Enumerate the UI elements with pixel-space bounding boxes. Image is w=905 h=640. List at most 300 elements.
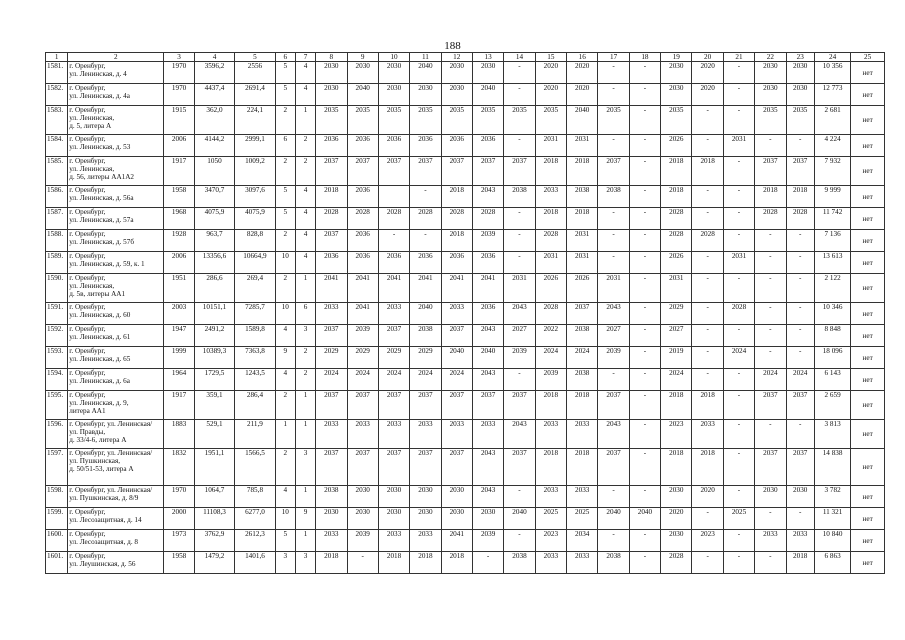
value-cell: 10389,3 xyxy=(194,347,234,369)
value-cell: 2031 xyxy=(723,135,754,157)
value-cell: 2029 xyxy=(378,347,409,369)
value-cell: 529,1 xyxy=(194,420,234,449)
status-cell: нет xyxy=(851,135,885,157)
value-cell: 1009,2 xyxy=(235,157,275,186)
value-cell: 2031 xyxy=(598,274,629,303)
value-cell: 2028 xyxy=(661,208,692,230)
value-cell: 2035 xyxy=(441,106,472,135)
value-cell: 9 xyxy=(275,347,295,369)
column-number-header: 7 xyxy=(295,53,315,62)
address-line: ул. Ленинская, д. 56а xyxy=(69,194,134,202)
status-cell: нет xyxy=(851,157,885,186)
row-number-cell: 1592. xyxy=(46,325,68,347)
value-cell: 2028 xyxy=(472,208,503,230)
value-cell: 1 xyxy=(295,420,315,449)
value-cell: - xyxy=(755,135,786,157)
value-cell: 2031 xyxy=(567,230,598,252)
value-cell: 785,8 xyxy=(235,486,275,508)
value-cell: - xyxy=(723,84,754,106)
value-cell: - xyxy=(598,62,629,84)
value-cell: - xyxy=(786,303,814,325)
row-number-cell: 1590. xyxy=(46,274,68,303)
value-cell: 3 813 xyxy=(814,420,850,449)
value-cell: 2028 xyxy=(755,208,786,230)
address-line: г. Оренбург, xyxy=(69,186,106,194)
value-cell: 2024 xyxy=(661,369,692,391)
value-cell: 2030 xyxy=(410,84,441,106)
value-cell: 2041 xyxy=(410,274,441,303)
value-cell: 2037 xyxy=(441,449,472,486)
value-cell: 4 xyxy=(275,325,295,347)
address-cell xyxy=(68,135,164,157)
value-cell: 2018 xyxy=(535,391,566,420)
status-cell: нет xyxy=(851,84,885,106)
value-cell: 2037 xyxy=(755,157,786,186)
value-cell: 1 xyxy=(295,106,315,135)
column-number-header: 25 xyxy=(851,53,885,62)
value-cell: 2037 xyxy=(441,157,472,186)
value-cell: 1917 xyxy=(164,391,194,420)
address-cell xyxy=(68,208,164,230)
value-cell: 11 321 xyxy=(814,508,850,530)
row-number-cell: 1591. xyxy=(46,303,68,325)
column-number-header: 2 xyxy=(68,53,164,62)
address-cell xyxy=(68,347,164,369)
value-cell: - xyxy=(755,274,786,303)
value-cell: 1050 xyxy=(194,157,234,186)
value-cell: 2018 xyxy=(535,157,566,186)
row-number-cell: 1601. xyxy=(46,552,68,574)
value-cell: 6 xyxy=(295,303,315,325)
value-cell: 2029 xyxy=(316,347,347,369)
address-line: ул. Ленинская, д. 9, xyxy=(69,399,129,407)
value-cell: 2030 xyxy=(410,486,441,508)
value-cell: 2040 xyxy=(410,303,441,325)
value-cell: 1999 xyxy=(164,347,194,369)
value-cell: 1951 xyxy=(164,274,194,303)
value-cell: 1970 xyxy=(164,62,194,84)
value-cell: - xyxy=(755,303,786,325)
address-line: ул. Правды, xyxy=(69,428,106,436)
address-line: г. Оренбург, xyxy=(69,157,106,165)
value-cell: 9 xyxy=(295,508,315,530)
value-cell: - xyxy=(629,369,660,391)
table-row xyxy=(46,530,885,552)
value-cell: - xyxy=(755,230,786,252)
value-cell: 2018 xyxy=(786,552,814,574)
address-cell xyxy=(68,274,164,303)
value-cell: 2018 xyxy=(316,186,347,208)
address-line: г. Оренбург, xyxy=(69,62,106,70)
value-cell: 2024 xyxy=(441,369,472,391)
value-cell: 2033 xyxy=(535,420,566,449)
status-cell: нет xyxy=(851,325,885,347)
address-cell xyxy=(68,230,164,252)
address-cell xyxy=(68,84,164,106)
table-row xyxy=(46,230,885,252)
value-cell: 1958 xyxy=(164,552,194,574)
value-cell: - xyxy=(629,325,660,347)
value-cell: 2035 xyxy=(378,106,409,135)
value-cell: 2018 xyxy=(535,208,566,230)
address-line: ул. Пушкинская, д. 8/9 xyxy=(69,494,139,502)
value-cell: 2028 xyxy=(535,230,566,252)
value-cell: 5 xyxy=(275,530,295,552)
value-cell: 1970 xyxy=(164,486,194,508)
value-cell: 2037 xyxy=(441,325,472,347)
value-cell: - xyxy=(692,303,723,325)
value-cell: 2 xyxy=(295,369,315,391)
value-cell: 2037 xyxy=(598,391,629,420)
value-cell: 1883 xyxy=(164,420,194,449)
value-cell: 13356,6 xyxy=(194,252,234,274)
address-line: г. Оренбург, xyxy=(69,252,106,260)
column-number-header: 1 xyxy=(46,53,68,62)
column-number-header: 20 xyxy=(692,53,723,62)
column-number-header: 16 xyxy=(567,53,598,62)
value-cell: - xyxy=(504,530,535,552)
value-cell: - xyxy=(598,530,629,552)
address-line: ул. Ленинская, д. 57б xyxy=(69,238,135,246)
address-line: г. Оренбург, xyxy=(69,303,106,311)
value-cell: - xyxy=(629,186,660,208)
value-cell: 2028 xyxy=(692,230,723,252)
value-cell: 2025 xyxy=(567,508,598,530)
value-cell: 2024 xyxy=(786,369,814,391)
value-cell: 2041 xyxy=(316,274,347,303)
value-cell: 2003 xyxy=(164,303,194,325)
address-cell xyxy=(68,530,164,552)
value-cell: - xyxy=(598,208,629,230)
value-cell: 2038 xyxy=(504,186,535,208)
value-cell: 1729,5 xyxy=(194,369,234,391)
value-cell: 2028 xyxy=(723,303,754,325)
value-cell: 3596,2 xyxy=(194,62,234,84)
value-cell: - xyxy=(504,208,535,230)
value-cell: - xyxy=(629,552,660,574)
value-cell: 2037 xyxy=(378,391,409,420)
value-cell: 3470,7 xyxy=(194,186,234,208)
value-cell: 2037 xyxy=(567,303,598,325)
value-cell: 2035 xyxy=(504,106,535,135)
value-cell: 2023 xyxy=(535,530,566,552)
value-cell: 211,9 xyxy=(235,420,275,449)
value-cell: - xyxy=(504,230,535,252)
value-cell: 1832 xyxy=(164,449,194,486)
value-cell: 2691,4 xyxy=(235,84,275,106)
address-line: д. 50/51-53, литера А xyxy=(69,465,134,473)
value-cell: 2037 xyxy=(504,449,535,486)
value-cell: 2030 xyxy=(786,486,814,508)
value-cell: 2036 xyxy=(472,303,503,325)
value-cell: 2000 xyxy=(164,508,194,530)
value-cell: 2025 xyxy=(535,508,566,530)
value-cell xyxy=(378,186,409,208)
value-cell: - xyxy=(598,84,629,106)
value-cell: 2037 xyxy=(441,391,472,420)
value-cell: 2024 xyxy=(378,369,409,391)
row-number-cell: 1598. xyxy=(46,486,68,508)
value-cell: 2036 xyxy=(441,252,472,274)
value-cell: 2033 xyxy=(316,420,347,449)
value-cell: 2030 xyxy=(441,62,472,84)
value-cell: 2036 xyxy=(378,252,409,274)
value-cell: - xyxy=(629,420,660,449)
value-cell: 2006 xyxy=(164,135,194,157)
value-cell: 224,1 xyxy=(235,106,275,135)
value-cell: 2020 xyxy=(692,486,723,508)
table-row xyxy=(46,347,885,369)
value-cell: - xyxy=(723,369,754,391)
value-cell: 6 863 xyxy=(814,552,850,574)
value-cell: 2025 xyxy=(723,508,754,530)
value-cell: 2036 xyxy=(472,252,503,274)
value-cell: - xyxy=(598,230,629,252)
address-line: ул. Ленинская, д. 4 xyxy=(69,70,127,78)
value-cell: 2030 xyxy=(661,84,692,106)
value-cell: 2038 xyxy=(567,369,598,391)
value-cell: 1 xyxy=(275,420,295,449)
value-cell: 2024 xyxy=(535,347,566,369)
value-cell: 7 136 xyxy=(814,230,850,252)
status-cell: нет xyxy=(851,449,885,486)
value-cell: 2038 xyxy=(598,552,629,574)
value-cell: 2038 xyxy=(316,486,347,508)
value-cell: - xyxy=(629,391,660,420)
value-cell: 2043 xyxy=(504,420,535,449)
value-cell: 2018 xyxy=(567,391,598,420)
value-cell: 2027 xyxy=(504,325,535,347)
value-cell: - xyxy=(504,62,535,84)
value-cell: - xyxy=(598,135,629,157)
value-cell: 2020 xyxy=(567,62,598,84)
value-cell: - xyxy=(692,325,723,347)
value-cell: 2033 xyxy=(410,530,441,552)
value-cell: 2018 xyxy=(755,186,786,208)
value-cell: 12 773 xyxy=(814,84,850,106)
address-line: литера АА1 xyxy=(69,407,106,415)
value-cell: 2043 xyxy=(472,325,503,347)
value-cell: 1928 xyxy=(164,230,194,252)
value-cell: - xyxy=(786,508,814,530)
column-number-header: 9 xyxy=(347,53,378,62)
value-cell: 2036 xyxy=(316,252,347,274)
value-cell: - xyxy=(755,552,786,574)
value-cell: 2033 xyxy=(378,420,409,449)
value-cell: 3 782 xyxy=(814,486,850,508)
value-cell: 2028 xyxy=(661,230,692,252)
status-cell: нет xyxy=(851,552,885,574)
table-row xyxy=(46,157,885,186)
address-line: г. Оренбург, ул. Ленинская/ xyxy=(69,449,153,457)
address-line: ул. Ленинская, д. 6а xyxy=(69,377,130,385)
value-cell: 2030 xyxy=(786,62,814,84)
value-cell: - xyxy=(598,369,629,391)
table-row xyxy=(46,369,885,391)
value-cell: - xyxy=(723,208,754,230)
value-cell: - xyxy=(723,230,754,252)
value-cell: 2030 xyxy=(755,84,786,106)
value-cell: 2037 xyxy=(410,449,441,486)
value-cell: 2030 xyxy=(472,508,503,530)
value-cell: - xyxy=(629,230,660,252)
value-cell: 2039 xyxy=(347,530,378,552)
value-cell: 2018 xyxy=(567,208,598,230)
value-cell: 2037 xyxy=(347,157,378,186)
value-cell: 2036 xyxy=(347,252,378,274)
row-number-cell: 1583. xyxy=(46,106,68,135)
address-cell xyxy=(68,106,164,135)
value-cell: 1970 xyxy=(164,84,194,106)
value-cell: 2038 xyxy=(567,325,598,347)
value-cell: 2018 xyxy=(410,552,441,574)
value-cell: 2019 xyxy=(661,347,692,369)
address-line: ул. Ленинская, xyxy=(69,282,115,290)
value-cell: 10 xyxy=(275,508,295,530)
value-cell: 2031 xyxy=(535,252,566,274)
table-row xyxy=(46,486,885,508)
value-cell: 2043 xyxy=(472,369,503,391)
value-cell: 1566,5 xyxy=(235,449,275,486)
value-cell: - xyxy=(692,369,723,391)
value-cell: 2020 xyxy=(567,84,598,106)
address-line: ул. Лесозащитная, д. 14 xyxy=(69,516,142,524)
value-cell: 10 356 xyxy=(814,62,850,84)
value-cell: 2018 xyxy=(378,552,409,574)
value-cell: 2041 xyxy=(472,274,503,303)
address-cell xyxy=(68,420,164,449)
address-line: г. Оренбург, xyxy=(69,391,106,399)
value-cell: - xyxy=(723,391,754,420)
value-cell: 963,7 xyxy=(194,230,234,252)
value-cell: - xyxy=(629,486,660,508)
value-cell: - xyxy=(786,325,814,347)
column-number-header: 18 xyxy=(629,53,660,62)
row-number-cell: 1593. xyxy=(46,347,68,369)
value-cell: 2043 xyxy=(472,449,503,486)
value-cell: 2033 xyxy=(316,303,347,325)
value-cell: 2037 xyxy=(504,157,535,186)
value-cell: 2018 xyxy=(692,449,723,486)
value-cell: 2033 xyxy=(441,303,472,325)
column-number-header: 8 xyxy=(316,53,347,62)
value-cell: 7 932 xyxy=(814,157,850,186)
value-cell: 2030 xyxy=(441,84,472,106)
table-row xyxy=(46,420,885,449)
value-cell: 2040 xyxy=(410,62,441,84)
value-cell: - xyxy=(598,252,629,274)
value-cell: 3 xyxy=(295,325,315,347)
value-cell: 2039 xyxy=(472,530,503,552)
value-cell: 10 xyxy=(275,252,295,274)
column-number-header: 22 xyxy=(755,53,786,62)
row-number-cell: 1585. xyxy=(46,157,68,186)
value-cell: 2999,1 xyxy=(235,135,275,157)
value-cell: - xyxy=(410,186,441,208)
value-cell: 4 xyxy=(295,208,315,230)
value-cell: - xyxy=(786,347,814,369)
value-cell: - xyxy=(692,106,723,135)
value-cell: 2037 xyxy=(316,325,347,347)
address-line: г. Оренбург, xyxy=(69,369,106,377)
value-cell: 2036 xyxy=(347,230,378,252)
row-number-cell: 1582. xyxy=(46,84,68,106)
value-cell: - xyxy=(629,62,660,84)
value-cell: 2041 xyxy=(347,303,378,325)
address-cell xyxy=(68,186,164,208)
status-cell: нет xyxy=(851,230,885,252)
value-cell: 2039 xyxy=(472,230,503,252)
table-row xyxy=(46,106,885,135)
column-number-header: 11 xyxy=(410,53,441,62)
value-cell: 2 659 xyxy=(814,391,850,420)
value-cell: 2033 xyxy=(535,486,566,508)
value-cell: 1958 xyxy=(164,186,194,208)
value-cell: - xyxy=(504,84,535,106)
address-cell xyxy=(68,552,164,574)
value-cell: 2018 xyxy=(692,391,723,420)
value-cell: 5 xyxy=(275,62,295,84)
value-cell: 9 999 xyxy=(814,186,850,208)
table-row xyxy=(46,274,885,303)
value-cell: 2037 xyxy=(598,157,629,186)
value-cell: 2038 xyxy=(598,186,629,208)
value-cell: - xyxy=(723,186,754,208)
value-cell: - xyxy=(723,420,754,449)
address-cell xyxy=(68,449,164,486)
column-number-header: 15 xyxy=(535,53,566,62)
value-cell: 2020 xyxy=(692,62,723,84)
value-cell: 2028 xyxy=(316,208,347,230)
value-cell: - xyxy=(692,347,723,369)
table-row xyxy=(46,508,885,530)
status-cell: нет xyxy=(851,420,885,449)
value-cell: 2036 xyxy=(472,135,503,157)
value-cell: - xyxy=(347,552,378,574)
value-cell: 2036 xyxy=(347,186,378,208)
value-cell: 1951,1 xyxy=(194,449,234,486)
value-cell: 2037 xyxy=(786,391,814,420)
value-cell: 1 xyxy=(295,391,315,420)
value-cell: 2038 xyxy=(410,325,441,347)
value-cell: 4075,9 xyxy=(235,208,275,230)
value-cell: 2020 xyxy=(535,62,566,84)
value-cell: 2028 xyxy=(786,208,814,230)
address-line: д. 33/4-6, литера А xyxy=(69,436,127,444)
row-number-cell: 1595. xyxy=(46,391,68,420)
address-line: ул. Лесозащитная, д. 8 xyxy=(69,538,139,546)
value-cell: 2020 xyxy=(661,508,692,530)
address-line: ул. Ленинская, д. 59, к. 1 xyxy=(69,260,145,268)
value-cell: 2040 xyxy=(504,508,535,530)
address-line: г. Оренбург, xyxy=(69,106,106,114)
value-cell: 2024 xyxy=(723,347,754,369)
value-cell: 1973 xyxy=(164,530,194,552)
value-cell: 2037 xyxy=(410,391,441,420)
value-cell: 10 xyxy=(275,303,295,325)
value-cell: 2 xyxy=(275,391,295,420)
status-cell: нет xyxy=(851,252,885,274)
column-number-header: 10 xyxy=(378,53,409,62)
value-cell: 2036 xyxy=(316,135,347,157)
table-row xyxy=(46,325,885,347)
value-cell: 4 xyxy=(295,84,315,106)
value-cell: 2035 xyxy=(347,106,378,135)
value-cell: 2039 xyxy=(598,347,629,369)
table-row xyxy=(46,186,885,208)
value-cell: 2028 xyxy=(347,208,378,230)
address-line: ул. Леушинская, д. 56 xyxy=(69,560,136,568)
